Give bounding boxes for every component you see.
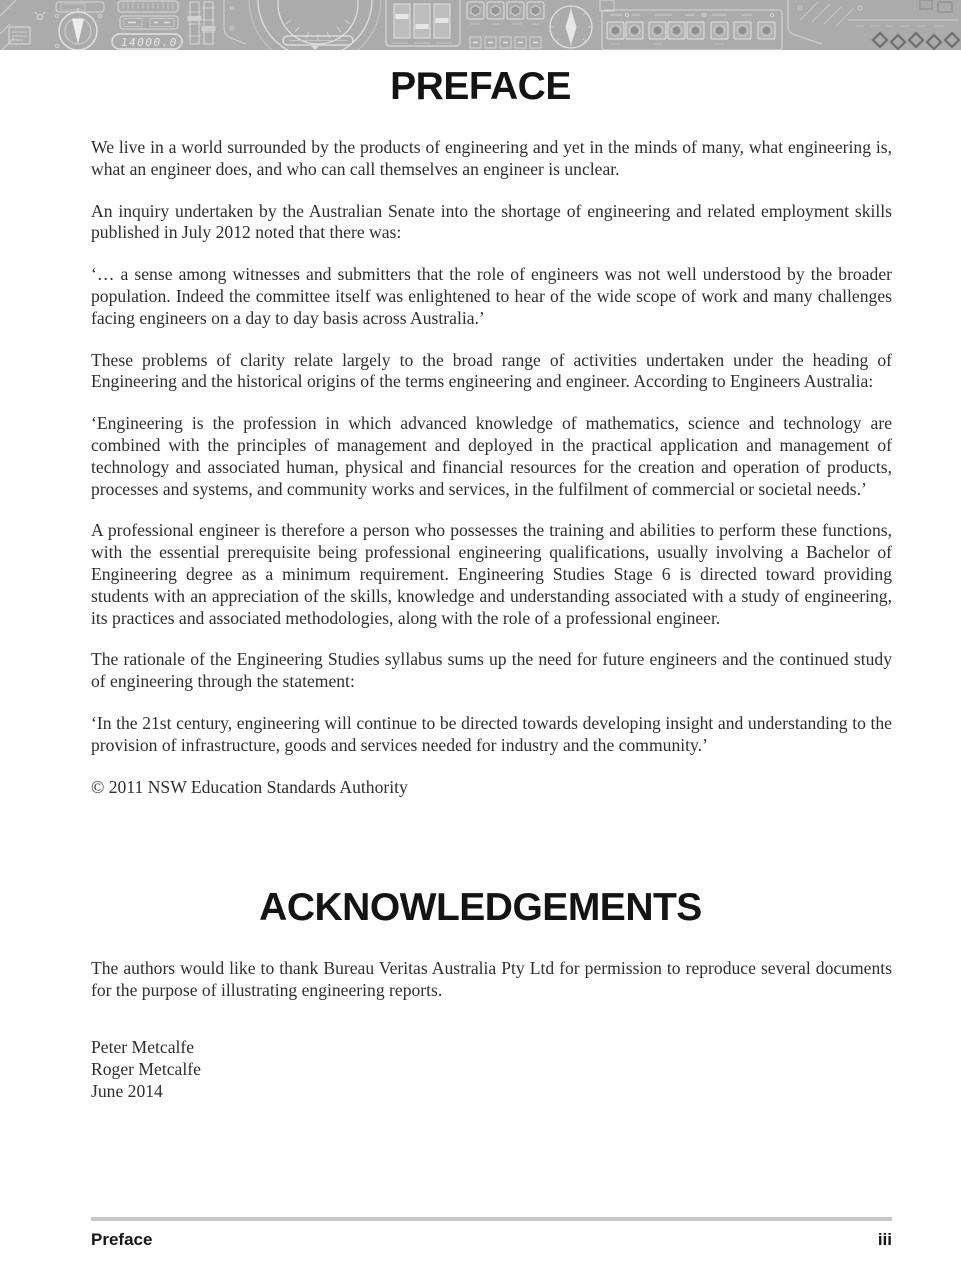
paragraph: The rationale of the Engineering Studies syllabus sums up the need for future engineers and the continued study of engineering through the statement:	[91, 649, 892, 692]
footer-page-number: iii	[877, 1230, 892, 1249]
signoff-date: June 2014	[91, 1080, 163, 1101]
page-footer	[91, 1217, 892, 1250]
footer-rule	[91, 1217, 892, 1221]
paragraph: The authors would like to thank Bureau Veritas Australia Pty Ltd for permission to reproduce several documents for the purpose of illustrating engineering reports.	[91, 958, 892, 1001]
cockpit-panel-illustration	[0, 0, 961, 50]
quote-paragraph: ‘Engineering is the profession in which advanced knowledge of mathematics, science and technology are combined with the principles of management and deployed in the practical application and management of technology and associated human, physical and financial resources for the creation and operation of products, processes and systems, and community works and services, in the fulfilment of commercial or societal needs.’	[91, 413, 892, 499]
preface-body	[91, 137, 892, 798]
paragraph: An inquiry undertaken by the Australian Senate into the shortage of engineering and related employment skills published in July 2012 noted that there was:	[91, 200, 892, 243]
paragraph: A professional engineer is therefore a person who possesses the training and abilities to perform these functions, with the essential prerequisite being professional engineering qualifications, usually involving a Bachelor of Engineering degree as a minimum requirement. Engineering Studies Stage 6 is directed toward providing students with an appreciation of the skills, knowledge and understanding associated with a study of engineering, its practices and associated methodologies, along with the role of a professional engineer.	[91, 520, 892, 628]
acknowledgements-title: ACKNOWLEDGEMENTS	[259, 886, 702, 930]
altimeter-readout: 14000.0	[121, 36, 178, 49]
paragraph: These problems of clarity relate largely to the broad range of activities undertaken under the heading of Engineering and the historical origins of the terms engineering and engineer. According to Engineers Australia:	[91, 349, 892, 392]
quote-paragraph: ‘In the 21st century, engineering will continue to be directed towards developing insight and understanding to the provision of infrastructure, goods and services needed for industry and the community.’	[91, 712, 892, 755]
author-signoff	[91, 1037, 892, 1102]
footer-section-label: Preface	[91, 1230, 153, 1249]
acknowledgements-body	[91, 958, 892, 1002]
author-name: Peter Metcalfe	[91, 1036, 195, 1057]
quote-paragraph: ‘… a sense among witnesses and submitters that the role of engineers was not well understood by the broader population. Indeed the committee itself was enlightened to hear of the wide scope of work and many challenges facing engineers on a day to day basis across Australia.’	[91, 264, 892, 328]
page-title: PREFACE	[390, 65, 571, 108]
copyright-line: © 2011 NSW Education Standards Authority	[91, 776, 408, 797]
paragraph: We live in a world surrounded by the products of engineering and yet in the minds of many, what engineering is, what an engineer does, and who can call themselves an engineer is unclear.	[91, 137, 892, 179]
author-name: Roger Metcalfe	[91, 1058, 201, 1079]
